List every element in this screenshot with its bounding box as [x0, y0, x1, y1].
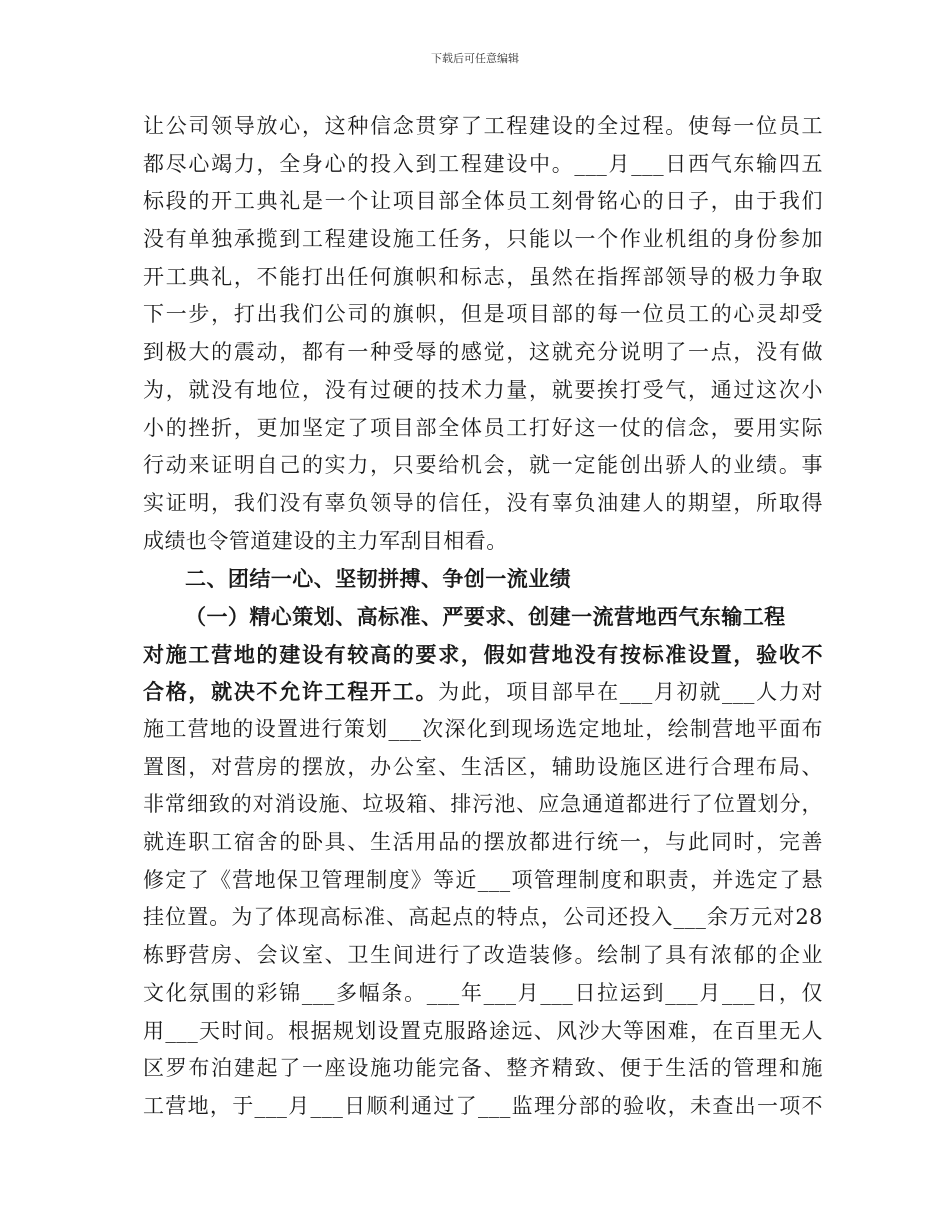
- text-line: 下一步，打出我们公司的旗帜，但是项目部的每一位员工的心灵却受: [143, 302, 823, 327]
- text-line: 就连职工宿舍的卧具、生活用品的摆放都进行统一，与此同时，完善: [143, 830, 823, 855]
- text-line: 施工营地的设置进行策划___次深化到现场选定地址，绘制营地平面布: [143, 717, 823, 741]
- body-text: [143, 108, 823, 1126]
- text-line: 让公司领导放心，这种信念贯穿了工程建设的全过程。使每一位员工: [143, 114, 823, 138]
- text-line: 小的挫折，更加坚定了项目部全体员工打好这一仗的信念，要用实际: [143, 415, 823, 440]
- text-line: 到极大的震动，都有一种受辱的感觉，这就充分说明了一点，没有做: [143, 340, 823, 365]
- text-line: 实证明，我们没有辜负领导的信任，没有辜负油建人的期望，所取得: [143, 490, 823, 515]
- text-line: 成绩也令管道建设的主力军刮目相看。: [143, 528, 508, 553]
- text-line: 为，就没有地位，没有过硬的技术力量，就要挨打受气，通过这次小: [143, 377, 823, 402]
- text-line: 合格，就决不允许工程开工。为此，项目部早在___月初就___人力对: [143, 679, 823, 705]
- text-line: 工营地，于___月___日顺利通过了___监理分部的验收，未查出一项不: [143, 1093, 823, 1118]
- text-line: 开工典礼，不能打出任何旗帜和标志，虽然在指挥部领导的极力争取: [143, 264, 823, 289]
- text-line: 都尽心竭力，全身心的投入到工程建设中。___月___日西气东输四五: [143, 151, 823, 176]
- text-line: 置图，对营房的摆放，办公室、生活区，辅助设施区进行合理布局、: [143, 754, 823, 779]
- text-line: 行动来证明自己的实力，只要给机会，就一定能创出骄人的业绩。事: [143, 453, 823, 478]
- text-line: 栋野营房、会议室、卫生间进行了改造装修。绘制了具有浓郁的企业: [143, 943, 823, 968]
- text-line: 用___天时间。根据规划设置克服路途远、风沙大等困难，在百里无人: [143, 1018, 823, 1043]
- text-line: 文化氛围的彩锦___多幅条。___年___月___日拉运到___月___日，仅: [143, 980, 823, 1005]
- subsection-heading: （一）精心策划、高标准、严要求、创建一流营地西气东输工程: [185, 603, 786, 629]
- subsection-heading-cont: 对施工营地的建设有较高的要求，假如营地没有按标准设置，验收不: [143, 641, 823, 667]
- section-heading: 二、团结一心、坚韧拼搏、争创一流业绩: [185, 566, 572, 592]
- text-line: 区罗布泊建起了一座设施功能完备、整齐精致、便于生活的管理和施: [143, 1056, 823, 1081]
- text-line: 挂位置。为了体现高标准、高起点的特点，公司还投入___余万元对28: [143, 905, 823, 930]
- text-line: 修定了《营地保卫管理制度》等近___项管理制度和职责，并选定了悬: [143, 867, 823, 892]
- text-line: 标段的开工典礼是一个让项目部全体员工刻骨铭心的日子，由于我们: [143, 189, 823, 214]
- text-line: 非常细致的对消设施、垃圾箱、排污池、应急通道都进行了位置划分，: [143, 792, 823, 817]
- page-header: 下载后可任意编辑: [431, 52, 519, 65]
- text-line: 没有单独承揽到工程建设施工任务，只能以一个作业机组的身份参加: [143, 227, 823, 252]
